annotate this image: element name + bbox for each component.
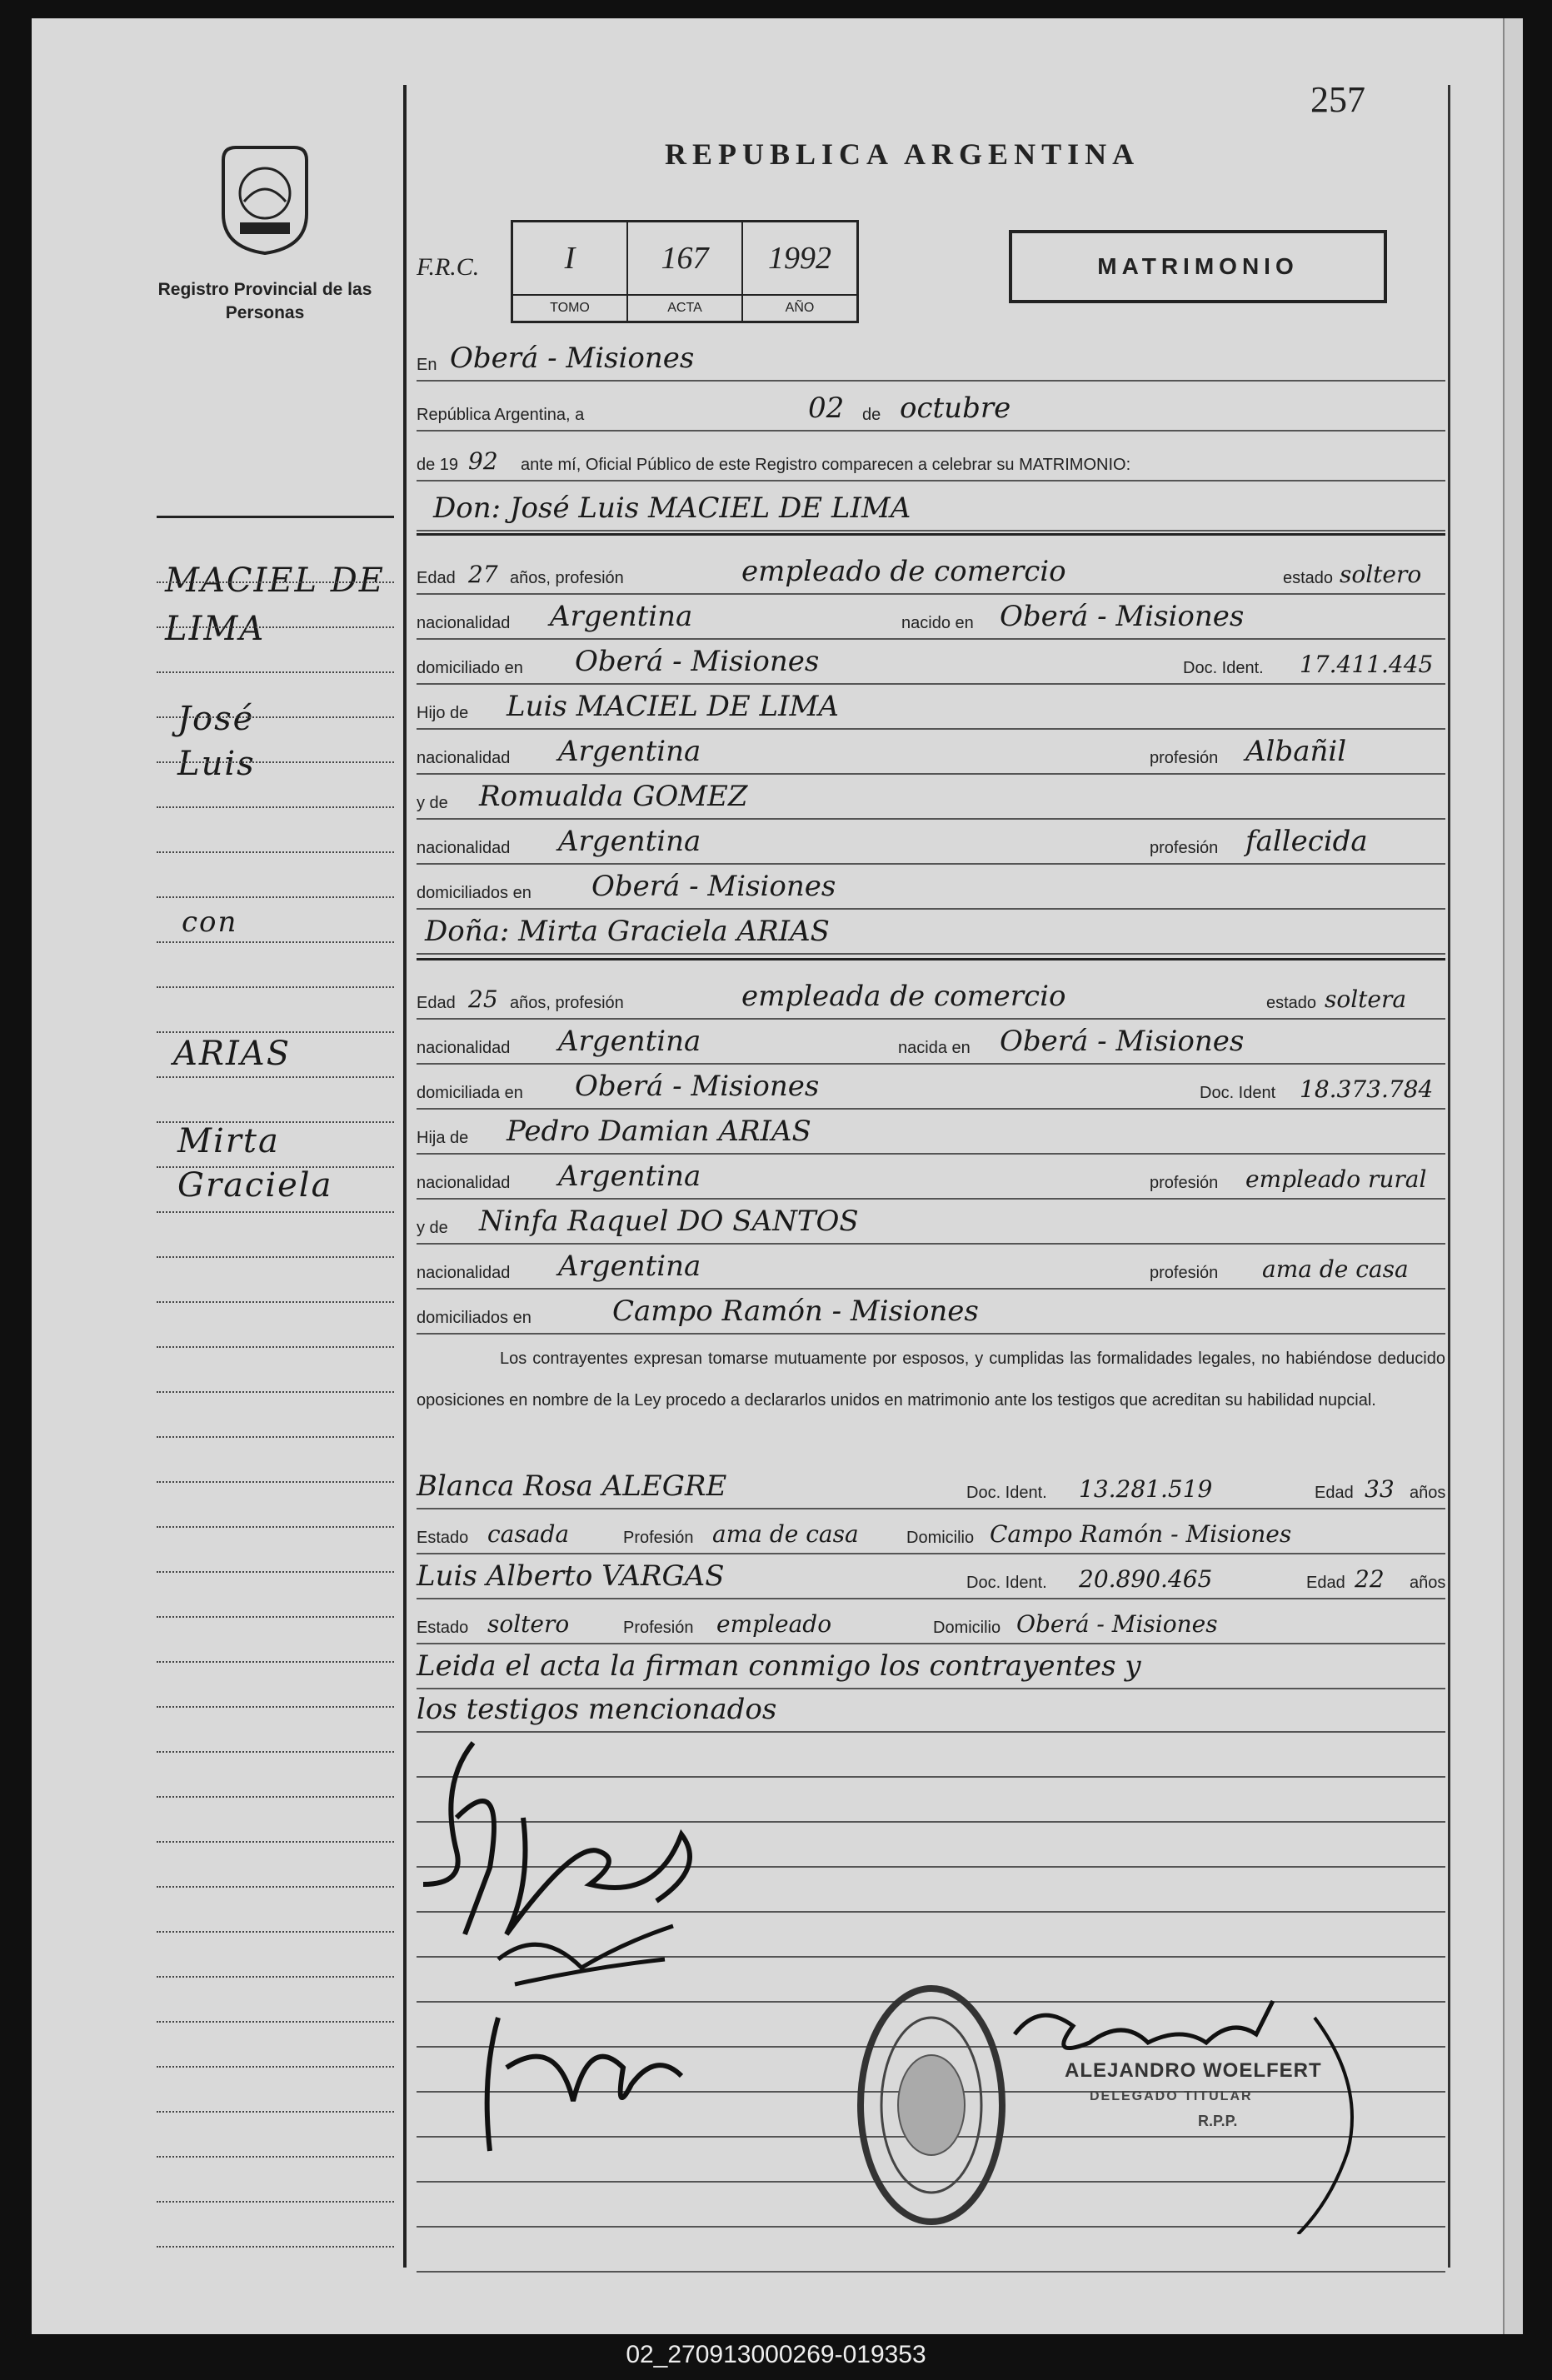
witness-2-status: soltero bbox=[487, 1610, 570, 1638]
groom-mother-nationality: Argentina bbox=[558, 825, 701, 858]
profesion-label: profesión bbox=[1150, 1174, 1219, 1192]
nacionalidad-label: nacionalidad bbox=[417, 614, 511, 632]
groom-profession: empleado de comercio bbox=[741, 555, 1066, 588]
witness-2-profession: empleado bbox=[716, 1610, 832, 1638]
edad-label: Edad bbox=[1315, 1484, 1354, 1502]
margin-top-rule bbox=[157, 514, 394, 518]
witness-2-name: Luis Alberto VARGAS bbox=[417, 1559, 725, 1593]
groom-doc: 17.411.445 bbox=[1300, 651, 1434, 678]
right-rule bbox=[1448, 85, 1450, 2268]
groom-status: soltero bbox=[1340, 561, 1422, 588]
edad-label: Edad bbox=[1306, 1574, 1345, 1592]
bride-mother: Ninfa Raquel DO SANTOS bbox=[479, 1205, 859, 1238]
provincial-seal-icon bbox=[215, 143, 315, 256]
date-line bbox=[417, 385, 1445, 432]
witness-2-domicile: Oberá - Misiones bbox=[1016, 1610, 1218, 1638]
margin-bride-surname: ARIAS bbox=[173, 1035, 292, 1073]
nacionalidad-label: nacionalidad bbox=[417, 1264, 511, 1282]
groom-mother-nationality-line bbox=[417, 818, 1445, 865]
nacido-label: nacido en bbox=[901, 614, 974, 632]
hija-label: Hija de bbox=[417, 1129, 469, 1147]
groom-nationality: Argentina bbox=[550, 600, 693, 633]
doc-label: Doc. Ident. bbox=[1183, 659, 1264, 677]
bride-name: Doña: Mirta Graciela ARIAS bbox=[425, 915, 830, 948]
bride-nationality: Argentina bbox=[558, 1025, 701, 1058]
domicilio-label: Domicilio bbox=[933, 1619, 1001, 1637]
bride-father: Pedro Damian ARIAS bbox=[507, 1115, 811, 1148]
bride-mother-profession: ama de casa bbox=[1262, 1255, 1409, 1283]
profesion-label: profesión bbox=[1150, 749, 1219, 767]
domiciliado-label: domiciliado en bbox=[417, 659, 523, 677]
hijo-label: Hijo de bbox=[417, 704, 469, 722]
official-seal-icon bbox=[852, 1976, 1011, 2234]
groom-age-line bbox=[417, 548, 1445, 595]
record-number-box bbox=[511, 220, 859, 323]
place-line bbox=[417, 335, 1445, 382]
closing-text-2: los testigos mencionados bbox=[417, 1693, 777, 1726]
witness-1-status: casada bbox=[487, 1520, 570, 1548]
bride-nationality-line bbox=[417, 1018, 1445, 1065]
tomo-cell bbox=[513, 222, 628, 321]
nacionalidad-label: nacionalidad bbox=[417, 839, 511, 857]
witness-2-details-line bbox=[417, 1598, 1445, 1644]
tomo-value: I bbox=[513, 222, 626, 296]
witness-1-doc: 13.281.519 bbox=[1079, 1475, 1213, 1503]
estado-label: estado bbox=[1266, 994, 1317, 1012]
tomo-label: TOMO bbox=[550, 301, 590, 315]
doc-label: Doc. Ident. bbox=[966, 1484, 1047, 1502]
margin-bride-given-1: Mirta bbox=[177, 1122, 280, 1160]
year-suffix: 92 bbox=[468, 447, 498, 475]
bride-father-nationality-line bbox=[417, 1153, 1445, 1200]
ano-cell bbox=[743, 222, 856, 321]
bride-parents-domicile-line bbox=[417, 1288, 1445, 1335]
republic-label: República Argentina, a bbox=[417, 406, 585, 424]
doc-label: Doc. Ident. bbox=[966, 1574, 1047, 1592]
statement-text: ante mí, Oficial Público de este Registro comparecen a celebrar su MATRIMONIO: bbox=[521, 456, 1131, 474]
profesion-label: Profesión bbox=[623, 1529, 694, 1547]
witness-1-age: 33 bbox=[1365, 1475, 1395, 1503]
bride-mother-line bbox=[417, 1198, 1445, 1245]
officer-name: ALEJANDRO WOELFERT bbox=[1065, 2059, 1322, 2082]
margin-groom-surname-1: MACIEL DE bbox=[165, 561, 385, 600]
witness-2-line bbox=[417, 1553, 1445, 1599]
bride-age: 25 bbox=[468, 985, 498, 1013]
officer-title: DELEGADO TITULAR bbox=[1090, 2089, 1253, 2103]
frc-label: F.R.C. bbox=[417, 253, 480, 281]
groom-father-profession: Albañil bbox=[1245, 735, 1347, 768]
bride-birthplace: Oberá - Misiones bbox=[1000, 1025, 1245, 1058]
closing-line-1 bbox=[417, 1643, 1445, 1689]
margin-connector: con bbox=[182, 906, 238, 939]
document-title: REPUBLICA ARGENTINA bbox=[665, 137, 1140, 171]
acta-value: 167 bbox=[628, 222, 741, 296]
yde-label: y de bbox=[417, 1219, 448, 1237]
groom-name: Don: José Luis MACIEL DE LIMA bbox=[433, 491, 911, 525]
record-page bbox=[32, 18, 1523, 2334]
bride-doc: 18.373.784 bbox=[1300, 1075, 1434, 1103]
registry-name: Registro Provincial de las Personas bbox=[157, 280, 372, 322]
ano-value: 1992 bbox=[743, 222, 856, 296]
groom-domicile: Oberá - Misiones bbox=[575, 645, 820, 678]
margin-groom-given-2: Luis bbox=[177, 745, 256, 783]
groom-domicile-line bbox=[417, 638, 1445, 685]
anos-profesion-label: años, profesión bbox=[510, 569, 624, 587]
bride-domicile-line bbox=[417, 1063, 1445, 1110]
witness-1-domicile: Campo Ramón - Misiones bbox=[990, 1520, 1292, 1548]
edad-label: Edad bbox=[417, 994, 456, 1012]
bride-domicile: Oberá - Misiones bbox=[575, 1070, 820, 1103]
bride-father-nationality: Argentina bbox=[558, 1160, 701, 1193]
officer-signature-scribble bbox=[998, 1984, 1448, 2234]
groom-mother-line bbox=[417, 773, 1445, 820]
nacionalidad-label: nacionalidad bbox=[417, 749, 511, 767]
bride-name-line bbox=[417, 908, 1445, 955]
bride-father-line bbox=[417, 1108, 1445, 1155]
groom-nationality-line bbox=[417, 593, 1445, 640]
closing-text-1: Leida el acta la firman conmigo los contrayentes y bbox=[417, 1649, 1141, 1683]
ano-label: AÑO bbox=[785, 301, 815, 315]
domiciliados-label: domiciliados en bbox=[417, 1309, 531, 1327]
nacionalidad-label: nacionalidad bbox=[417, 1039, 511, 1057]
margin-bride-given-2: Graciela bbox=[177, 1166, 333, 1205]
bride-parents-domicile: Campo Ramón - Misiones bbox=[612, 1295, 979, 1328]
profesion-label: profesión bbox=[1150, 839, 1219, 857]
estado-label: Estado bbox=[417, 1529, 469, 1547]
bride-mother-nationality-line bbox=[417, 1243, 1445, 1290]
groom-name-line bbox=[417, 485, 1445, 531]
bride-status: soltera bbox=[1325, 985, 1407, 1013]
groom-father-nationality: Argentina bbox=[558, 735, 701, 768]
image-caption: 02_270913000269-019353 bbox=[626, 2341, 926, 2368]
signatures-scribble bbox=[407, 1718, 756, 2184]
groom-father-nationality-line bbox=[417, 728, 1445, 775]
doc-label: Doc. Ident bbox=[1200, 1084, 1276, 1102]
nacionalidad-label: nacionalidad bbox=[417, 1174, 511, 1192]
witness-1-line bbox=[417, 1463, 1445, 1509]
witness-1-profession: ama de casa bbox=[712, 1520, 859, 1548]
margin-groom-given-1: José bbox=[177, 700, 255, 738]
edad-label: Edad bbox=[417, 569, 456, 587]
place-value: Oberá - Misiones bbox=[450, 342, 695, 375]
groom-parents-domicile: Oberá - Misiones bbox=[591, 870, 836, 903]
year-line bbox=[417, 435, 1445, 481]
groom-age: 27 bbox=[468, 561, 498, 588]
groom-father: Luis MACIEL DE LIMA bbox=[507, 690, 839, 723]
anos-label: años bbox=[1410, 1574, 1446, 1592]
witness-2-doc: 20.890.465 bbox=[1079, 1565, 1213, 1593]
yde-label: y de bbox=[417, 794, 448, 812]
page-edge bbox=[1503, 18, 1523, 2334]
margin-groom-surname-2: LIMA bbox=[165, 610, 266, 648]
domiciliada-label: domiciliada en bbox=[417, 1084, 523, 1102]
domiciliados-label: domiciliados en bbox=[417, 884, 531, 902]
acta-cell bbox=[628, 222, 743, 321]
month-value: octubre bbox=[900, 392, 1011, 425]
groom-mother: Romualda GOMEZ bbox=[479, 780, 748, 813]
groom-divider bbox=[417, 533, 1445, 536]
bride-profession: empleada de comercio bbox=[741, 980, 1066, 1013]
groom-father-line bbox=[417, 683, 1445, 730]
declaration-text: Los contrayentes expresan tomarse mutuamente por esposos, y cumplidas las formalidades legales, no habiéndose deducido oposiciones en nombre de la Ley procedo a declararlos unidos en matrimonio ante los testigos que acreditan su habilidad nupcial. bbox=[417, 1350, 1445, 1410]
domicilio-label: Domicilio bbox=[906, 1529, 975, 1547]
estado-label: estado bbox=[1283, 569, 1334, 587]
en-label: En bbox=[417, 356, 437, 374]
nacida-label: nacida en bbox=[898, 1039, 971, 1057]
groom-birthplace: Oberá - Misiones bbox=[1000, 600, 1245, 633]
bride-age-line bbox=[417, 973, 1445, 1020]
anos-profesion-label: años, profesión bbox=[510, 994, 624, 1012]
estado-label: Estado bbox=[417, 1619, 469, 1637]
profesion-label: profesión bbox=[1150, 1264, 1219, 1282]
bride-divider bbox=[417, 958, 1445, 960]
bride-mother-nationality: Argentina bbox=[558, 1250, 701, 1283]
de-label: de bbox=[862, 406, 881, 424]
acta-label: ACTA bbox=[667, 301, 702, 315]
witness-1-name: Blanca Rosa ALEGRE bbox=[417, 1469, 727, 1503]
year-prefix: de 19 bbox=[417, 456, 459, 474]
groom-parents-domicile-line bbox=[417, 863, 1445, 910]
groom-mother-profession: fallecida bbox=[1245, 825, 1368, 858]
record-type-box: MATRIMONIO bbox=[1009, 230, 1387, 303]
bride-father-profession: empleado rural bbox=[1245, 1165, 1427, 1193]
profesion-label: Profesión bbox=[623, 1619, 694, 1637]
anos-label: años bbox=[1410, 1484, 1446, 1502]
day-value: 02 bbox=[808, 392, 845, 425]
officer-office: R.P.P. bbox=[1198, 2113, 1238, 2129]
witness-2-age: 22 bbox=[1355, 1565, 1385, 1593]
page-number: 257 bbox=[1310, 79, 1365, 120]
witness-1-details-line bbox=[417, 1508, 1445, 1554]
